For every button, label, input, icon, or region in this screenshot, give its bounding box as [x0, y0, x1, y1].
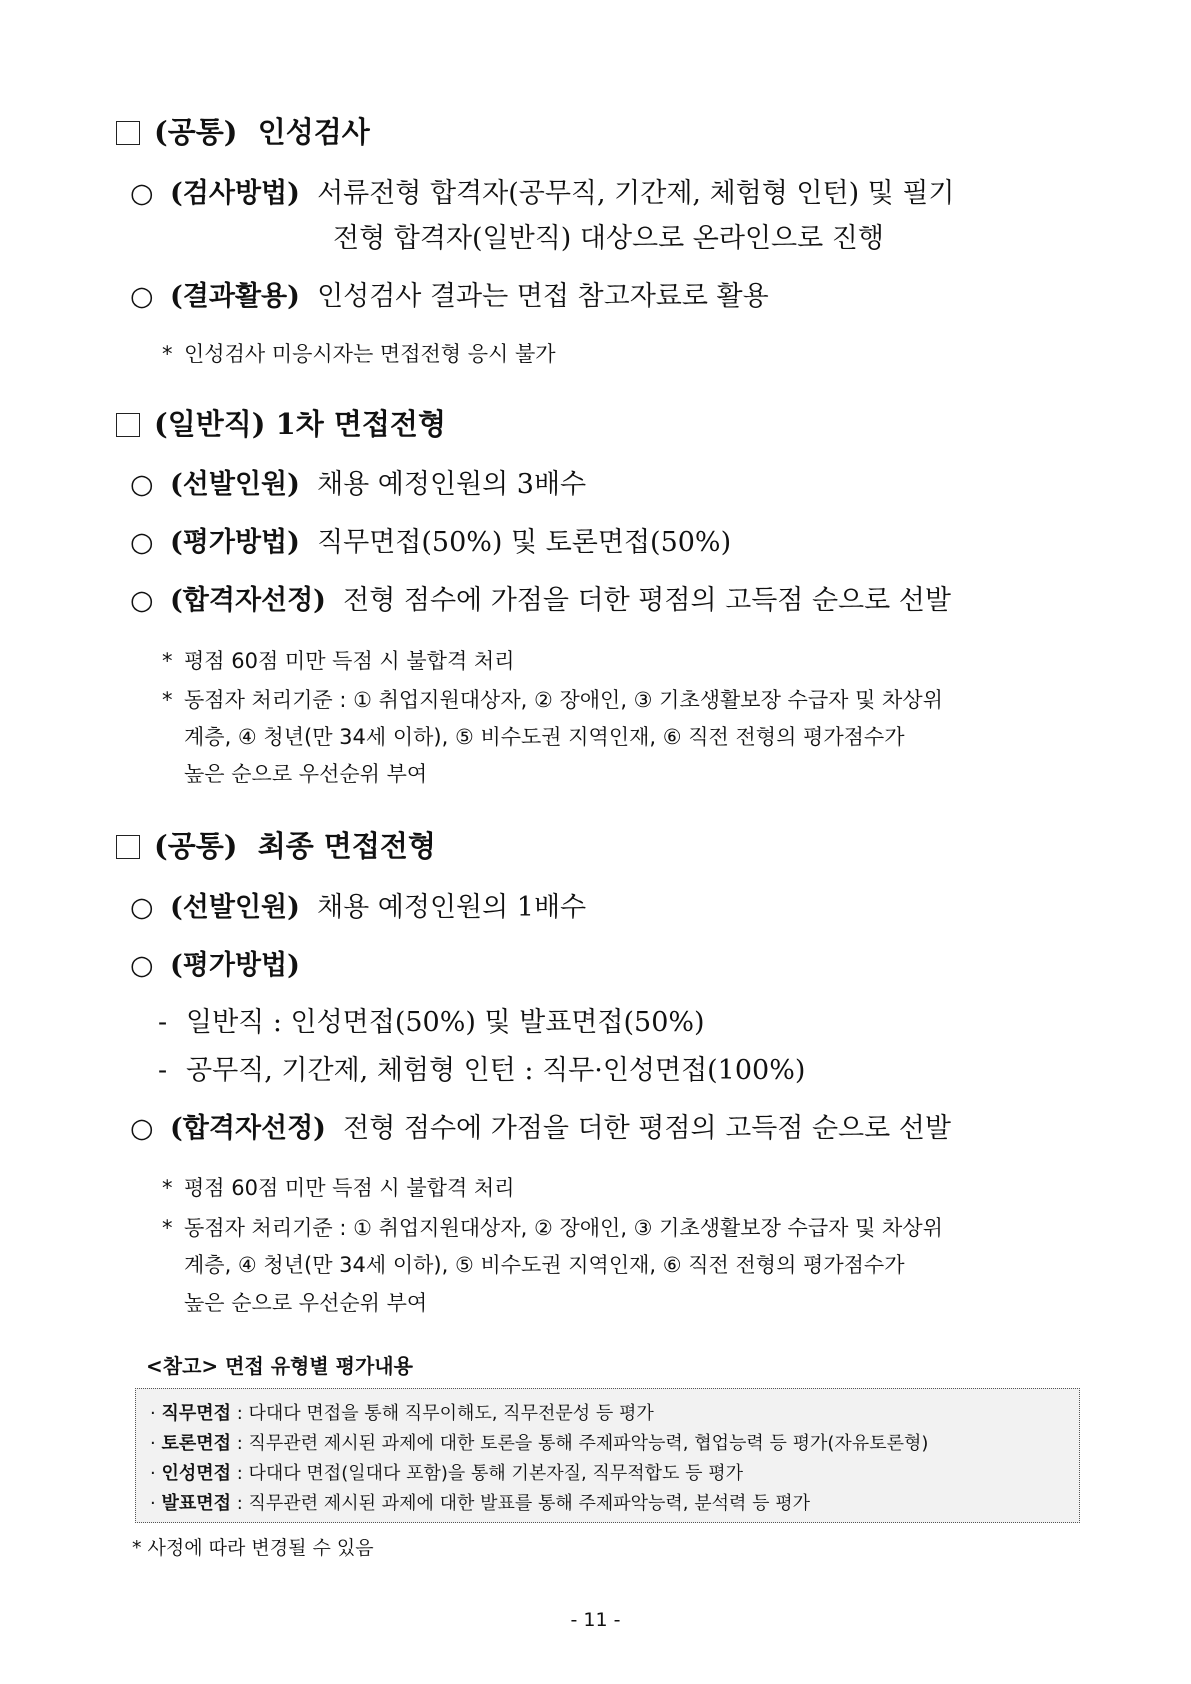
section-heading: (일반직) 1차 면접전형 — [116, 402, 446, 443]
page-number: - 11 - — [570, 1609, 621, 1631]
item-pass-selection: ○ (합격자선정) 전형 점수에 가점을 더한 평점의 고득점 순으로 선발 — [130, 1113, 951, 1144]
note-continuation: 높은 순으로 우선순위 부여 — [184, 762, 428, 786]
item-evaluation-method: ○ (평가방법) — [130, 950, 300, 981]
circle-bullet-icon: ○ — [130, 892, 154, 923]
circle-bullet-icon: ○ — [130, 1113, 154, 1144]
item-evaluation-method: ○ (평가방법) 직무면접(50%) 및 토론면접(50%) — [130, 527, 732, 558]
circle-bullet-icon: ○ — [130, 178, 154, 209]
item-test-method-cont: 전형 합격자(일반직) 대상으로 온라인으로 진행 — [333, 223, 884, 254]
checkbox-square-icon — [116, 121, 140, 145]
reference-row: · 발표면접 : 직무관련 제시된 과제에 대한 발표를 통해 주제파악능력, 분석력 등 평가 — [150, 1493, 811, 1514]
reference-row: · 인성면접 : 다대다 면접(일대다 포함)을 통해 기본자질, 직무적합도 등 평가 — [150, 1463, 744, 1484]
note: * 평점 60점 미만 득점 시 불합격 처리 — [162, 1176, 515, 1200]
note-continuation: 높은 순으로 우선순위 부여 — [184, 1291, 428, 1315]
reference-box — [135, 1388, 1080, 1523]
reference-row: · 직무면접 : 다대다 면접을 통해 직무이해도, 직무전문성 등 평가 — [150, 1403, 654, 1424]
item-pass-selection: ○ (합격자선정) 전형 점수에 가점을 더한 평점의 고득점 순으로 선발 — [130, 585, 951, 616]
note-continuation: 계층, ④ 청년(만 34세 이하), ⑤ 비수도권 지역인재, ⑥ 직전 전형의 평가점수가 — [184, 1253, 905, 1277]
section-heading: (공통) 최종 면접전형 — [116, 824, 436, 865]
item-result-usage: ○ (결과활용) 인성검사 결과는 면접 참고자료로 활용 — [130, 281, 769, 312]
item-test-method: ○ (검사방법) 서류전형 합격자(공무직, 기간제, 체험형 인턴) 및 필기 — [130, 178, 955, 209]
note: * 평점 60점 미만 득점 시 불합격 처리 — [162, 649, 515, 673]
reference-title: <참고> 면접 유형별 평가내용 — [146, 1354, 413, 1378]
item-selection-count: ○ (선발인원) 채용 예정인원의 3배수 — [130, 469, 587, 500]
checkbox-square-icon — [116, 413, 140, 437]
note: * 동점자 처리기준 : ① 취업지원대상자, ② 장애인, ③ 기초생활보장 수급자 및 차상위 — [162, 688, 943, 712]
footnote: * 사정에 따라 변경될 수 있음 — [132, 1537, 374, 1559]
circle-bullet-icon: ○ — [130, 527, 154, 558]
checkbox-square-icon — [116, 835, 140, 859]
reference-row: · 토론면접 : 직무관련 제시된 과제에 대한 토론을 통해 주제파악능력, 협업능력 등 평가(자유토론형) — [150, 1433, 929, 1454]
dash-item: - 공무직, 기간제, 체험형 인턴 : 직무·인성면접(100%) — [158, 1055, 806, 1086]
item-selection-count: ○ (선발인원) 채용 예정인원의 1배수 — [130, 892, 587, 923]
circle-bullet-icon: ○ — [130, 281, 154, 312]
section-heading: (공통) 인성검사 — [116, 110, 370, 151]
circle-bullet-icon: ○ — [130, 950, 154, 981]
note: * 동점자 처리기준 : ① 취업지원대상자, ② 장애인, ③ 기초생활보장 수급자 및 차상위 — [162, 1216, 943, 1240]
note-continuation: 계층, ④ 청년(만 34세 이하), ⑤ 비수도권 지역인재, ⑥ 직전 전형의 평가점수가 — [184, 725, 905, 749]
note: * 인성검사 미응시자는 면접전형 응시 불가 — [162, 342, 556, 366]
circle-bullet-icon: ○ — [130, 469, 154, 500]
circle-bullet-icon: ○ — [130, 585, 154, 616]
dash-item: - 일반직 : 인성면접(50%) 및 발표면접(50%) — [158, 1007, 705, 1038]
